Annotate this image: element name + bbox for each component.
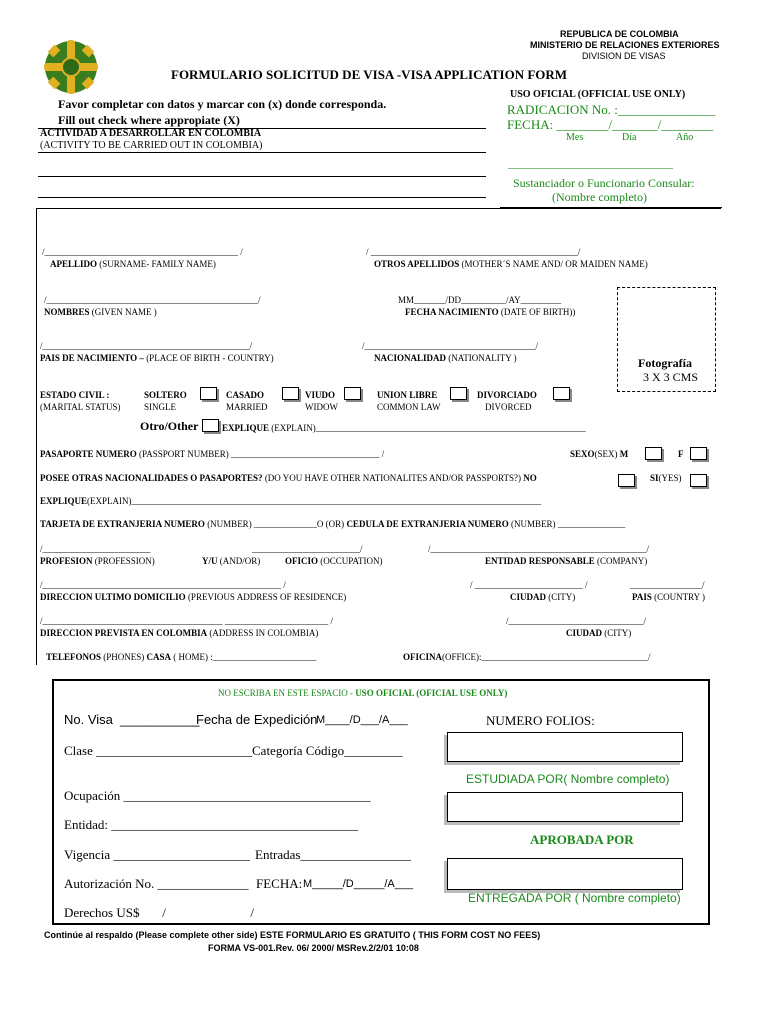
pob-label-en: (PLACE OF BIRTH - COUNTRY) [146, 353, 274, 363]
surname-line[interactable]: /___________________________________________ / [42, 247, 243, 257]
estudiada-label: ESTUDIADA POR( Nombre completo) [466, 772, 670, 786]
pob-line[interactable]: /______________________________________________/ [40, 341, 253, 351]
nat-label-text: NACIONALIDAD [374, 353, 447, 363]
option-single: SOLTERO [144, 390, 187, 400]
surname-label-en: (SURNAME- FAMILY NAME) [99, 259, 216, 269]
col-city-label-en: (CITY) [604, 628, 632, 638]
folios-box[interactable] [447, 732, 683, 762]
col-address-line[interactable]: /________________________________________ _______________________ / [40, 616, 334, 626]
pob-label [40, 353, 274, 363]
aprobada-box[interactable] [447, 858, 683, 890]
sex-m-label: M [619, 449, 629, 459]
and-or-label [202, 556, 260, 566]
sex-f-checkbox[interactable] [690, 447, 707, 460]
civil-status-label: ESTADO CIVIL : [40, 390, 110, 400]
prev-country-line[interactable]: ________________/ [630, 580, 705, 590]
dob-line[interactable]: MM_______/DD__________/AY_________ [398, 295, 562, 305]
option-married-en: MARRIED [226, 402, 268, 412]
activity-label: ACTIVIDAD A DESARROLLAR EN COLOMBIA [40, 128, 262, 139]
activity-line-3[interactable] [38, 197, 486, 198]
sex-label [570, 449, 628, 459]
profession-line[interactable]: /________________________ [40, 544, 151, 554]
no-label: NO [523, 473, 537, 483]
other-surname-label [374, 259, 648, 269]
passport-line: (PASSPORT NUMBER) _________________________________ / [139, 449, 385, 459]
names-label-en: (GIVEN NAME ) [91, 307, 157, 317]
divorced-checkbox[interactable] [553, 387, 570, 400]
footer-note: Continúe al respaldo (Please complete other side) ESTE FORMULARIO ES GRATUITO ( THIS FORM COST NO FEES) [44, 930, 541, 940]
activity-label-en: (ACTIVITY TO BE CARRIED OUT IN COLOMBIA) [40, 140, 263, 151]
aprobada-label: APROBADA POR [530, 832, 634, 847]
occupation-label-en: (OCCUPATION) [320, 556, 383, 566]
country-name: REPUBLICA DE COLOMBIA [560, 29, 679, 39]
profession-label-en: (PROFESSION) [94, 556, 155, 566]
phones-label-en: (PHONES) [103, 652, 145, 662]
sustanciador-label: Sustanciador o Funcionario Consular: [513, 176, 695, 190]
yes-label [650, 473, 682, 483]
autorizacion-fecha-label: FECHA: [256, 876, 303, 891]
dob-label [405, 307, 575, 317]
form-title: FORMULARIO SOLICITUD DE VISA -VISA APPLICATION FORM [171, 67, 568, 82]
prev-city-label [510, 592, 575, 602]
prev-city-label-en: (CITY) [548, 592, 576, 602]
occupation-label [285, 556, 382, 566]
names-label-text: NOMBRES [44, 307, 90, 317]
sex-label-en: (SEX) [594, 449, 618, 459]
prev-city-label-text: CIUDAD [510, 592, 546, 602]
prev-address-line[interactable]: /_____________________________________________________ / [40, 580, 286, 590]
surname-label [50, 259, 216, 269]
other-surname-line[interactable]: / ______________________________________________/ [366, 247, 581, 257]
office-label: OFICINA [403, 652, 443, 662]
common-law-checkbox[interactable] [450, 387, 467, 400]
company-line[interactable]: /________________________________________________/ [428, 544, 650, 554]
categoria-field[interactable]: Categoría Código_________ [252, 743, 403, 758]
sex-m-checkbox[interactable] [645, 447, 662, 460]
autorizacion-field[interactable]: Autorización No. ______________ [64, 876, 249, 891]
instructions-es: Favor completar con datos y marcar con (x) donde corresponda. [58, 97, 387, 111]
option-married: CASADO [226, 390, 265, 400]
widow-checkbox[interactable] [344, 387, 361, 400]
married-checkbox[interactable] [282, 387, 299, 400]
issue-date-line[interactable]: M____/D___/A___ [316, 714, 408, 726]
names-label [44, 307, 157, 317]
option-single-en: SINGLE [144, 402, 176, 412]
official-use-bottom-prefix: NO ESCRIBA EN ESTE ESPACIO - [218, 688, 356, 698]
occupation-line[interactable]: ________________________/ [252, 544, 363, 554]
estudiada-box[interactable] [447, 792, 683, 822]
yes-label-en: (YES) [658, 473, 682, 483]
photo-label: Fotografía [638, 356, 692, 370]
nationality-explain-line: (EXPLAIN)___________________________________________________________________________________________ [87, 496, 542, 506]
surname-label-text: APELLIDO [50, 259, 98, 269]
single-checkbox[interactable] [200, 387, 217, 400]
sustanciador-nombre: (Nombre completo) [552, 190, 647, 204]
sex-f-label: F [678, 449, 684, 459]
nat-line[interactable]: /______________________________________/ [362, 341, 539, 351]
col-city-label [566, 628, 631, 638]
col-city-line[interactable]: /______________________________/ [506, 616, 647, 626]
names-line[interactable]: /_______________________________________________/ [44, 295, 261, 305]
home-label: CASA [146, 652, 172, 662]
and-or-text: Y/U [202, 556, 218, 566]
prev-address-label-text: DIRECCION ULTIMO DOMICILIO [40, 592, 186, 602]
no-checkbox[interactable] [618, 474, 635, 487]
option-widow: VIUDO [305, 390, 336, 400]
folios-label: NUMERO FOLIOS: [486, 713, 595, 728]
radicacion-field[interactable]: RADICACION No. :_______________ [507, 102, 716, 117]
prev-country-label-en: (COUNTRY ) [654, 592, 706, 602]
autorizacion-fecha-line[interactable]: M_____/D_____/A___ [303, 878, 414, 890]
issue-date-label: Fecha de Expedición [196, 712, 318, 727]
dia-label: Día [622, 132, 637, 143]
other-explain[interactable] [222, 423, 586, 433]
option-common-law: UNION LIBRE [377, 390, 438, 400]
home-phone[interactable] [46, 652, 316, 662]
nat-label [374, 353, 517, 363]
clase-field[interactable]: Clase ________________________ [64, 743, 253, 758]
sex-label-text: SEXO [570, 449, 595, 459]
cedula-line: (NUMBER) _______________ [510, 519, 626, 529]
entregada-label: ENTREGADA POR ( Nombre completo) [468, 891, 681, 905]
other-status-checkbox[interactable] [202, 419, 219, 432]
pob-label-text: PAIS DE NACIMIENTO – [40, 353, 144, 363]
col-city-label-text: CIUDAD [566, 628, 602, 638]
company-label [485, 556, 647, 566]
prev-address-label-en: (PREVIOUS ADDRESS OF RESIDENCE) [187, 592, 347, 602]
company-label-en: (COMPANY) [597, 556, 648, 566]
other-nationality-question-text: POSEE OTRAS NACIONALIDADES O PASAPORTES? [40, 473, 263, 483]
official-use-bottom-strong: USO OFICIAL (OFICIAL USE ONLY) [355, 688, 508, 698]
prev-city-line[interactable]: / ________________________ / [470, 580, 588, 590]
col-address-label-en: (ADDRESS IN COLOMBIA) [209, 628, 319, 638]
profession-label [40, 556, 155, 566]
ministry-name: MINISTERIO DE RELACIONES EXTERIORES [530, 40, 720, 50]
and-or-en: (AND/OR) [219, 556, 261, 566]
option-divorced-en: DIVORCED [485, 402, 532, 412]
prev-country-label-text: PAIS [632, 592, 652, 602]
other-surname-label-en: (MOTHER´S NAME AND/ OR MAIDEN NAME) [461, 259, 648, 269]
nationality-explain[interactable] [40, 496, 541, 506]
home-line: ( HOME) :_______________________ [173, 652, 317, 662]
yes-checkbox[interactable] [690, 474, 707, 487]
other-explain-line: (EXPLAIN)____________________________________________________________ [271, 423, 586, 433]
other-nationality-question-en: (DO YOU HAVE OTHER NATIONALITES AND/OR PASSPORTS?) [264, 473, 521, 483]
visa-number-line[interactable]: ___________ [120, 712, 200, 727]
sustanciador-line[interactable]: ______________________________ [508, 158, 673, 170]
dob-label-en: (DATE OF BIRTH)) [500, 307, 576, 317]
photo-size: 3 X 3 CMS [643, 370, 699, 384]
derechos-field[interactable]: Derechos US$ / / [64, 905, 254, 920]
foreign-id-line: (NUMBER) ______________O (OR) [207, 519, 345, 529]
company-label-text: ENTIDAD RESPONSABLE [485, 556, 595, 566]
footer-form-code: FORMA VS-001.Rev. 06/ 2000/ MSRev.2/2/01 10:08 [208, 943, 419, 953]
other-surname-label-text: OTROS APELLIDOS [374, 259, 460, 269]
office-line: (OFFICE):_____________________________________/ [442, 652, 651, 662]
other-explain-label: EXPLIQUE [222, 423, 270, 433]
activity-line-2[interactable] [38, 176, 486, 177]
ministry-emblem-logo [38, 36, 104, 98]
dob-label-text: FECHA NACIMIENTO [405, 307, 499, 317]
fecha-field[interactable]: FECHA: ________/_______/________ [507, 117, 714, 132]
foreign-id-label: TARJETA DE EXTRANJERIA NUMERO [40, 519, 205, 529]
nationality-explain-label: EXPLIQUE [40, 496, 88, 506]
other-status-label: Otro/Other [140, 419, 199, 433]
visa-number-label: No. Visa [64, 712, 113, 727]
civil-status-label-en: (MARITAL STATUS) [40, 402, 121, 412]
mes-label: Mes [566, 132, 584, 143]
option-widow-en: WIDOW [305, 402, 338, 412]
passport-number[interactable] [40, 449, 384, 459]
passport-label: PASAPORTE NUMERO [40, 449, 137, 459]
ocupacion-field[interactable]: Ocupación ______________________________________ [64, 788, 371, 803]
other-nationality-question [40, 473, 537, 483]
prev-address-label [40, 592, 346, 602]
entidad-field[interactable]: Entidad: ______________________________________ [64, 817, 359, 832]
occupation-label-text: OFICIO [285, 556, 319, 566]
activity-line-1[interactable] [38, 152, 486, 153]
profession-label-text: PROFESION [40, 556, 93, 566]
official-use-bottom-title [218, 688, 507, 698]
option-divorced: DIVORCIADO [477, 390, 537, 400]
instructions-en: Fill out check where appropiate (X) [58, 113, 240, 127]
col-address-label-text: DIRECCION PREVISTA EN COLOMBIA [40, 628, 208, 638]
foreign-id-card[interactable] [40, 519, 625, 529]
vigencia-field[interactable]: Vigencia _____________________ [64, 847, 250, 862]
cedula-label: CEDULA DE EXTRANJERIA NUMERO [346, 519, 509, 529]
official-use-title: USO OFICIAL (OFFICIAL USE ONLY) [510, 89, 686, 100]
division-name: DIVISION DE VISAS [582, 51, 666, 61]
office-phone[interactable] [403, 652, 651, 662]
anio-label: Año [676, 132, 694, 143]
entradas-field[interactable]: Entradas_________________ [255, 847, 411, 862]
option-common-law-en: COMMON LAW [377, 402, 441, 412]
phones-label: TELEFONOS [46, 652, 102, 662]
prev-country-label [632, 592, 705, 602]
nat-label-en: (NATIONALITY ) [448, 353, 517, 363]
col-address-label [40, 628, 318, 638]
yes-label-text: SI [650, 473, 659, 483]
